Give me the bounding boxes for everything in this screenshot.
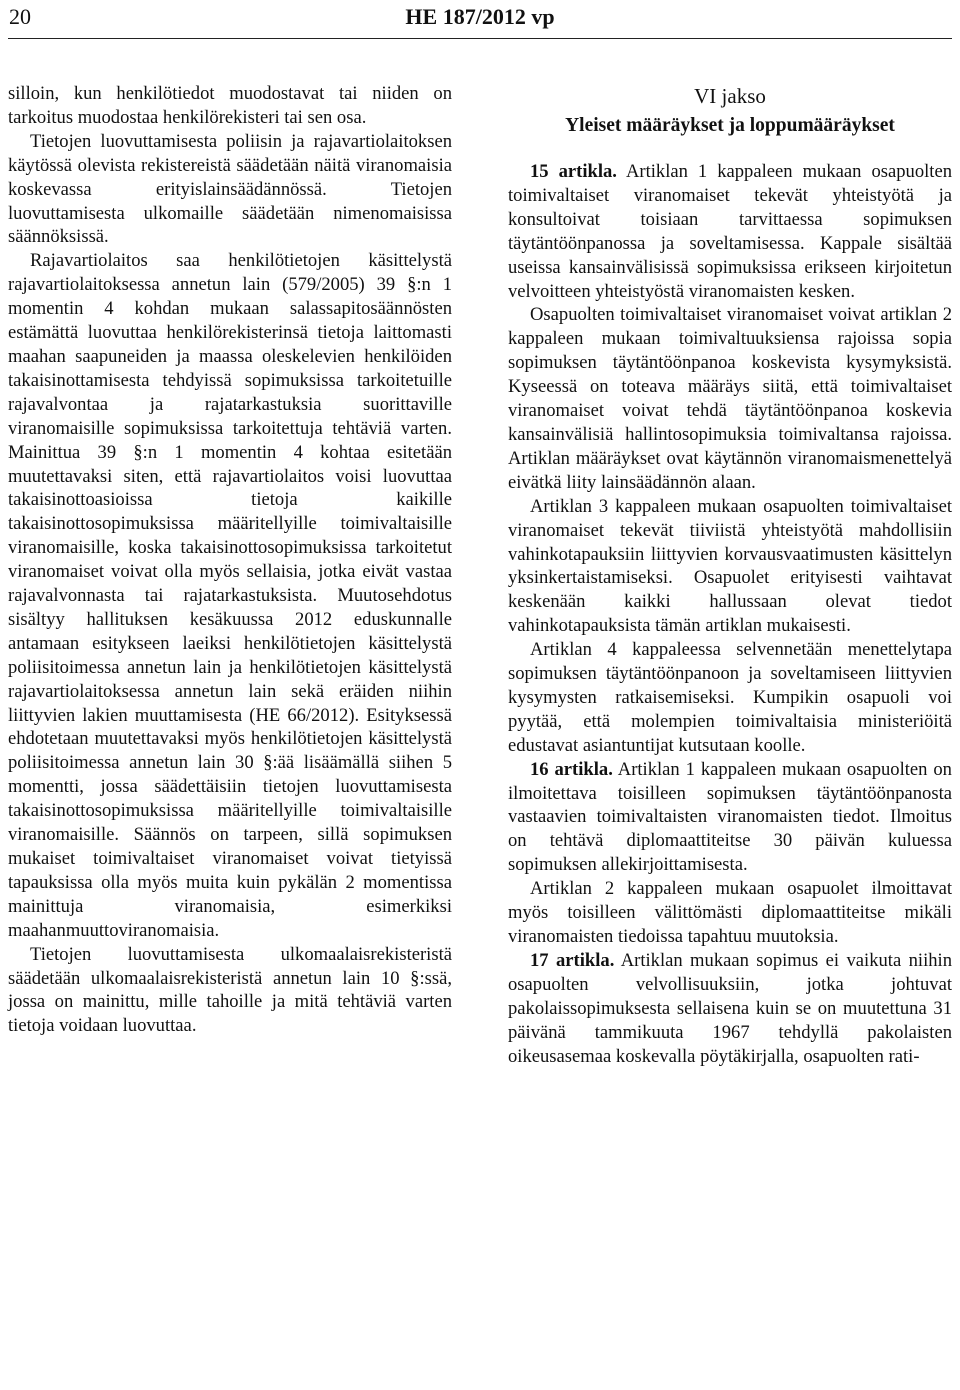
paragraph: Tietojen luovuttamisesta poliisin ja rajavartiolaitoksen käytössä olevista rekistereistä säädetään näitä viranomaisia koskevassa erityislainsäädännössä. Tietojen luovuttamisesta ulkomaille säädetään nimenomaisissa säännöksissä. xyxy=(8,130,452,248)
article-heading: 15 artikla. xyxy=(530,161,617,182)
article-heading: 17 artikla. xyxy=(530,949,615,971)
paragraph-text: Osapuolten toimivaltaiset viranomaiset voivat artiklan 2 kappaleen mukaan toimivaltuuksiensa rajoissa sopia sopimuksen täytäntöönpanoa koskevista kysymyksistä. Kyseessä on toteava määräys siitä, että toimivaltaiset viranomaiset voivat tehdä täytäntöönpanoa koskevia kansainvälisiä hallintosopimuksia toimivaltansa rajoissa. Artiklan määräykset ovat käytännön viranomaismenettelyä eivätkä liity lainsäädännön alaan. xyxy=(508,304,952,493)
paragraph: Rajavartiolaitos saa henkilötietojen käsittelystä rajavartiolaitoksessa annetun lain (579/2005) 39 §:n 1 momentin 4 kohdan mukaan salassapitosäännösten estämättä luovuttaa henkilörekisterinsä tietoja laittomasti maahan saapuneiden ja maassa oleskelevien henkilöiden takaisinottamisesta tehdyissä sopimuksissa tarkoitetuille rajavalvontaa ja rajatarkastuksia suorittaville viranomaisille sopimuksissa tarkoitettuja tehtäviä varten. Mainittua 39 §:n 1 momentin 4 kohtaa esitetään muutettavaksi siten, että rajavartiolaitos voisi luovuttaa takaisinottoasioissa tietoja kaikille takaisinottosopimuksissa määritellyille toimivaltaisille viranomaisille, koska takaisinottosopimuksissa tarkoitetut viranomaiset voivat olla myös sellaisia, jotka eivät vastaa rajavalvonnasta tai rajatarkastuksista. Muutosehdotus sisältyy hallituksen kesäkuussa 2012 eduskunnalle antamaan esitykseen laeiksi henkilötietojen käsittelystä poliisitoimessa annetun lain ja henkilötietojen käsittelystä rajavartiolaitoksessa annetun lain sekä eräiden niihin liittyvien lakien muuttamisesta (HE 66/2012). Esityksessä ehdotetaan muutettavaksi myös henkilötietojen käsittelystä poliisitoimessa annetun lain 30 §:ää lisäämällä siihen 5 momentti, jossa säädettäisiin tietojen luovuttamisesta takaisinottosopimuksissa määritellyille toimivaltaisille viranomaisille. Säännös on tarpeen, sillä sopimuksen mukaiset toimivaltaiset viranomaiset voivat tietyissä tapauksissa olla myös muita kuin pykälän 2 momentissa mainittuja viranomaisia, esimerkiksi maahanmuuttoviranomaisia. xyxy=(8,250,452,941)
article-heading: 16 artikla. xyxy=(530,758,613,780)
paragraph xyxy=(508,303,952,494)
chapter-title: Yleiset määräykset ja loppumääräykset xyxy=(565,115,895,136)
paragraph xyxy=(508,638,952,758)
chapter-heading: VI jakso xyxy=(694,84,766,108)
paragraph-text: Artiklan 3 kappaleen mukaan osapuolten toimivaltaiset viranomaiset tekevät tiiviistä yhteistyötä mahdollisiin vahinkotapauksiin liittyvien korvausvaatimusten käsittelyn yksinkertaistamiseksi. Osapuolet erityisesti vaihtavat keskenään kaikki hallussaan olevat tiedot vahinkotapauksista tämän artiklan mukaisesti. xyxy=(508,495,952,637)
page-number: 20 xyxy=(9,4,31,29)
header-rule xyxy=(8,38,952,39)
paragraph xyxy=(508,758,952,878)
paragraph-text: Artiklan mukaan sopimus ei vaikuta niihin osapuolten velvollisuuksiin, jotka johtuvat pakolaissopimuksesta sellaisena kuin se on muutettuna 31 päivänä tammikuuta 1967 tehdyllä pakolaisten oikeusasemaa koskevalla pöytäkirjalla, osapuolten rati- xyxy=(508,949,952,1067)
document-id: HE 187/2012 vp xyxy=(405,4,555,29)
paragraph-text: Artiklan 2 kappaleen mukaan osapuolet ilmoittavat myös toisilleen välittömästi diplomaattiteitse mikäli viranomaisten tiedoissa tapahtuu muutoksia. xyxy=(508,878,952,947)
paragraph-text: Artiklan 1 kappaleen mukaan osapuolten on ilmoitettava toisilleen sopimuksen täytäntöönpanosta vastaavien toimivaltaisten viranomaisten tiedot. Ilmoitus on tehtävä diplomaattiteitse 30 päivän kuluessa sopimuksen allekirjoittamisesta. xyxy=(508,758,952,876)
paragraph xyxy=(508,495,952,638)
paragraph xyxy=(508,877,952,949)
paragraph: Tietojen luovuttamisesta ulkomaalaisrekisteristä säädetään ulkomaalaisrekisteristä annetun lain 10 §:ssä, jossa on mainittu, mille tahoille ja mitä tehtäviä varten tietoja voidaan luovuttaa. xyxy=(8,943,452,1037)
paragraph: silloin, kun henkilötiedot muodostavat tai niiden on tarkoitus muodostaa henkilörekisteri tai sen osa. xyxy=(8,83,452,128)
paragraph-text: Artiklan 1 kappaleen mukaan osapuolten toimivaltaiset viranomaiset tekevät yhteistyötä ja konsultoivat toisiaan tarvittaessa sopimuksen täytäntöönpanossa ja soveltamisessa. Kappale sisältää useissa kansainvälisissä sopimuksissa erikseen kirjoitetun velvoitteen yhteistyöstä viranomaisten kesken. xyxy=(508,161,952,302)
right-column xyxy=(508,83,952,1068)
page-header xyxy=(0,0,960,38)
paragraph xyxy=(508,949,952,1069)
paragraph-text: Artiklan 4 kappaleessa selvennetään menettelytapa sopimuksen täytäntöönpanoon ja soveltamiseen liittyvien kysymysten ratkaisemiseksi. Kumpikin osapuoli voi pyytää, että molempien toimivaltaisia ministeriöitä edustavat asiantuntijat kutsutaan koolle. xyxy=(508,639,952,756)
left-column xyxy=(8,82,452,1038)
paragraph xyxy=(508,160,952,303)
